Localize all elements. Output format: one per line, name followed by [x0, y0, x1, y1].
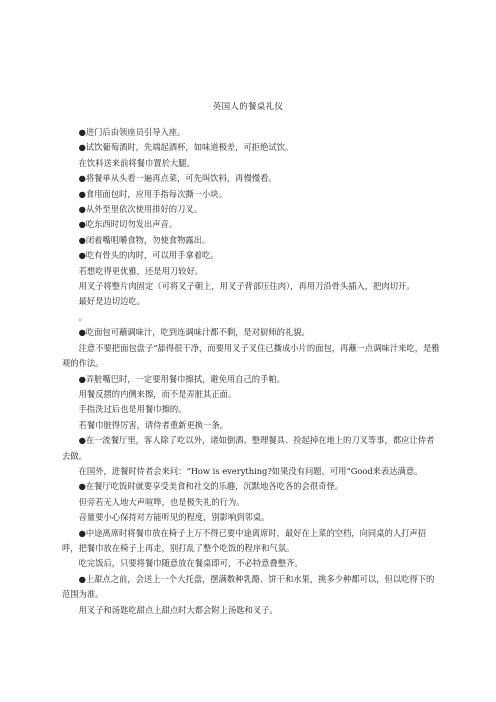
paragraph: ●进门后由领座员引导入座。 — [78, 127, 186, 137]
paragraph: 用叉子将整片肉固定（可将叉子朝上，用叉子背部压住肉），再用刀沿骨头插入，把肉切开。 — [78, 281, 415, 292]
paragraph: 用叉子和汤匙吃甜点上甜点时大都会附上汤匙和叉子。 — [78, 604, 278, 615]
paragraph: ●食用面包时，应用手指每次撕一小块。 — [78, 188, 227, 199]
paragraph: ●吃有骨头的肉时，可以用手拿着吃。 — [78, 250, 219, 261]
paragraph: ●弄脏嘴巴时，一定要用餐巾擦拭，避免用自己的手帕。 — [78, 373, 285, 384]
document-title: 英国人的餐桌礼仪 — [212, 102, 284, 112]
paragraph: 若餐巾脏得厉害，请侍者重新更换一条。 — [78, 419, 228, 430]
paragraph: ●在餐厅吃饭时就要享受美食和社交的乐趣，沉默地各吃各的会很奇怪。 — [78, 481, 344, 492]
paragraph: ●试饮葡萄酒时，先端起酒杯，如味道极差，可拒绝试饮。 — [78, 142, 294, 153]
paragraph: ●在一流餐厅里，客人除了吃以外，诸如倒酒、整理餐具、捡起掉在地上的刀叉等事，都应让侍者去做。 — [62, 435, 435, 461]
paragraph: ●吃面包可蘸调味汁，吃到连调味汁都不剩，是对厨师的礼貌。 — [78, 327, 310, 338]
paragraph: 用餐反摺的内侧来擦，而不是弄脏其正面。 — [78, 388, 237, 399]
paragraph: 但旁若无人地大声喧哗，也是极失礼的行为。 — [78, 496, 245, 507]
paragraph: ●中途离席时将餐巾放在椅子上万不得已要中途离席时，最好在上菜的空档，向同桌的人打声招呼，把餐巾放在椅子上再走，别打乱了整个吃饭的程序和气氛。 — [62, 527, 427, 553]
paragraph: 音量要小心保持对方能听见的程度，别影响到邻桌。 — [78, 512, 270, 523]
paragraph: 若想吃得更优雅，还是用刀较好。 — [78, 265, 204, 276]
paragraph: 在饮料送来前将餐巾置於大腿。 — [78, 157, 195, 168]
paragraph: ●将餐单从头看一遍再点菜，可先叫饮料，再慢慢看。 — [78, 173, 277, 184]
paragraph: 在国外，进餐时侍者会来问：“How is everything?如果没有问题，可用“Good来表达满意。 — [78, 465, 423, 476]
paragraph: ●从外至里依次使用排好的刀叉。 — [78, 204, 202, 215]
paragraph: 注意不要把面包盘子“舔得很干净，而要用叉子叉住已撕成小片的面包，再蘸一点调味汁来吃，是雅观的作法。 — [62, 342, 440, 369]
paragraph: 最好是边切边吃。 — [78, 296, 145, 307]
paragraph: ●闭着嘴咀嚼食物，勿使食物露出。 — [78, 234, 211, 245]
paragraph: 。 — [78, 311, 87, 322]
paragraph: ●上甜点之前，会送上一个大托盘，摆满数种乳酪、饼干和水果，挑多少种都可以，但以吃得下的范围为准。 — [62, 573, 435, 600]
paragraph: 吃完饭后，只要将餐巾随意放在餐桌即可，不必特意叠整齐。 — [78, 558, 303, 569]
document-body — [62, 125, 442, 618]
paragraph: ●吃东西时切勿发出声音。 — [78, 219, 178, 230]
paragraph: 手指洗过后也是用餐巾擦的。 — [78, 404, 187, 415]
